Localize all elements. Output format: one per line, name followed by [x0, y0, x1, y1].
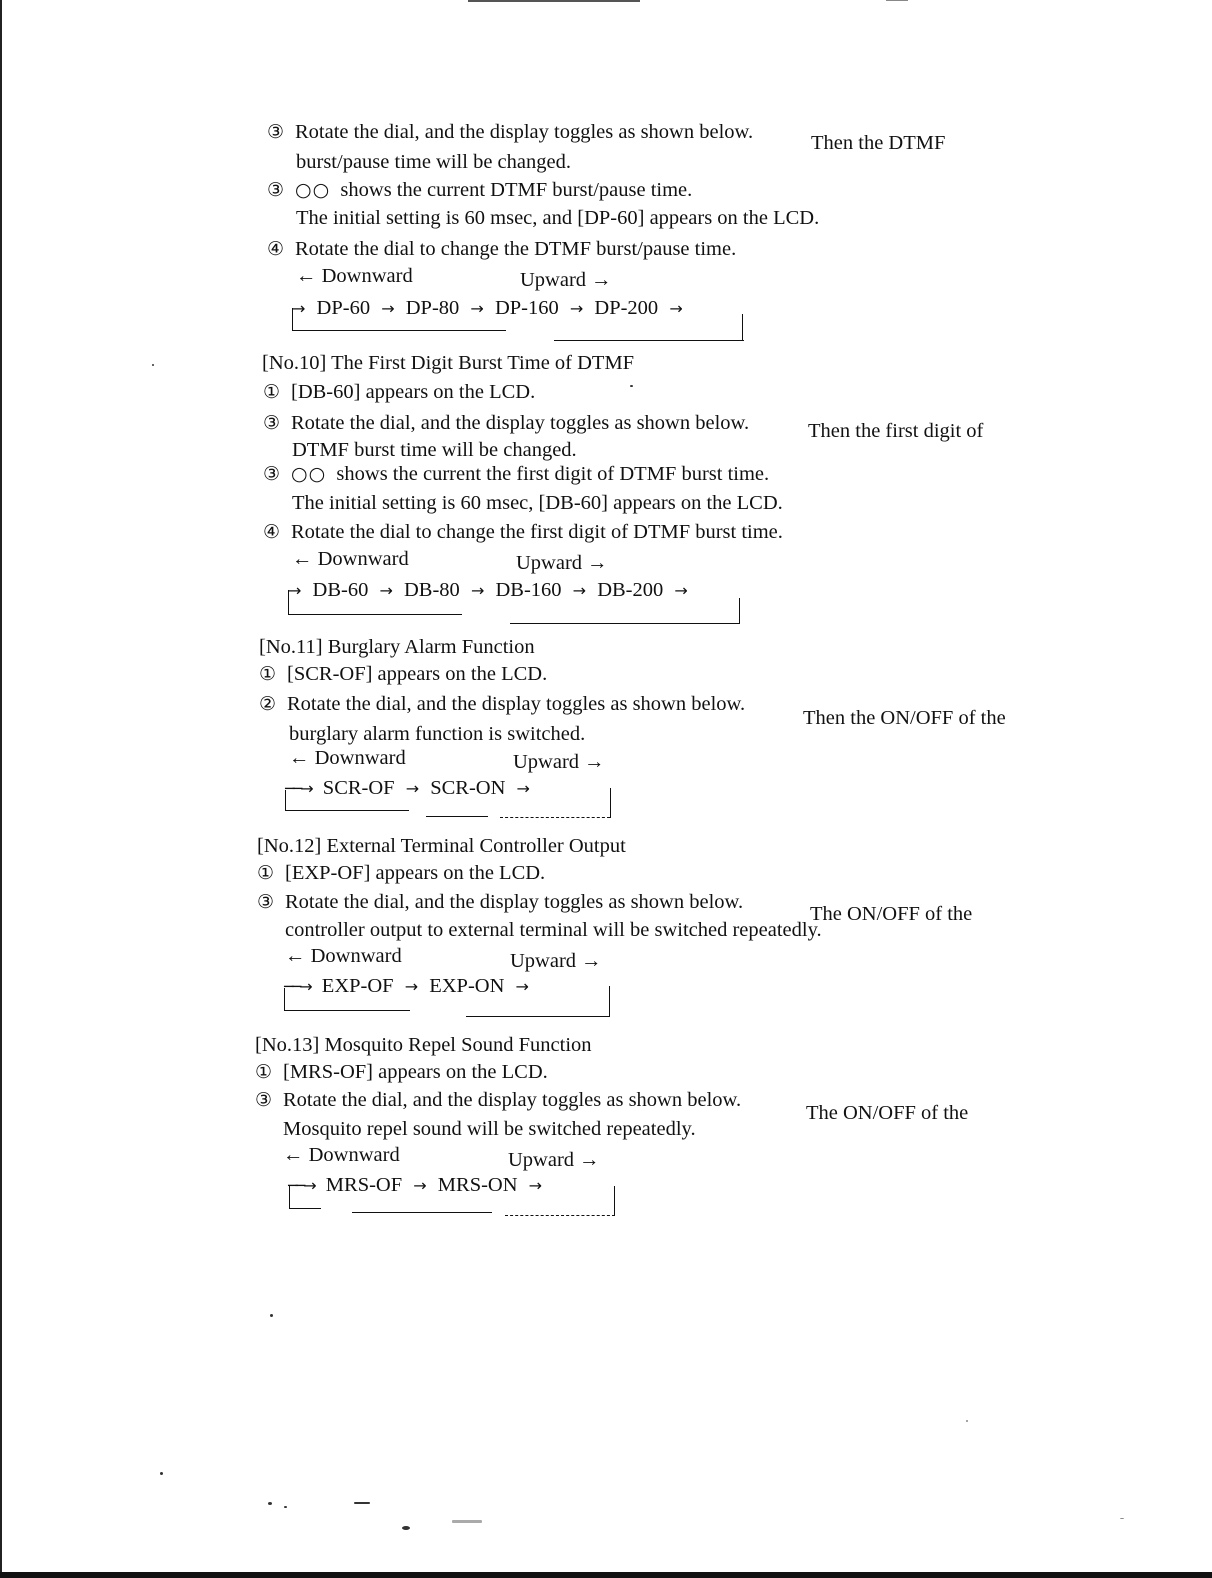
scan-speck [354, 1502, 370, 1504]
flow-arrow: → [405, 779, 420, 798]
loop-right-tick [610, 788, 611, 818]
no10-step3a-line1-right: Then the first digit of [808, 420, 984, 442]
scan-speck [630, 385, 633, 387]
no12-step3-line1: ③ Rotate the dial, and the display toggles as shown below. [257, 891, 744, 913]
loop-left-tick [292, 308, 293, 330]
scan-top-mark [886, 0, 908, 1]
loop-left-tick [289, 1186, 290, 1208]
flow-arrow: → [669, 299, 683, 318]
loop-left-tick [284, 988, 285, 1010]
no10-step3b-line1: ③ ○○ shows the current the first digit of DTMF burst time. [263, 463, 770, 485]
loop-right-tick [614, 1186, 615, 1216]
no11-upward-label: Upward → [513, 751, 605, 773]
loop-right-tick [742, 314, 743, 341]
loop-return-rail [352, 1212, 492, 1213]
no12-flow [284, 974, 535, 999]
no10-upward-label: Upward → [516, 552, 608, 574]
flow-item-dp-80: DP-80 [405, 297, 460, 319]
loop-return-rail [289, 1208, 321, 1209]
scan-top-rule [468, 0, 640, 2]
loop-return-rail [554, 340, 744, 341]
no10-step1: ① [DB-60] appears on the LCD. [263, 381, 536, 403]
placeholder-circles: ○○ [291, 463, 327, 485]
no11-step1: ① [SCR-OF] appears on the LCD. [259, 663, 548, 685]
no9-flow [292, 296, 689, 321]
loop-left-tick [285, 790, 286, 810]
loop-return-rail [284, 1010, 410, 1011]
no9-step3b-line1: ③ ○○ shows the current DTMF burst/pause time. [267, 179, 693, 201]
flow-arrow: → [572, 581, 587, 600]
no13-upward-label: Upward → [508, 1149, 600, 1171]
no9-downward-label: ← Downward [296, 265, 413, 287]
no11-step2-line1: ② Rotate the dial, and the display toggles as shown below. [259, 693, 746, 715]
flow-arrow: → [516, 779, 530, 798]
no9-step3b-line2: The initial setting is 60 msec, and [DP-60] appears on the LCD. [296, 207, 820, 229]
no11-downward-label: ← Downward [289, 747, 406, 769]
loop-right-tick [609, 986, 610, 1017]
flow-item-mrs-on: MRS-ON [437, 1174, 518, 1196]
no13-flow [288, 1173, 548, 1198]
flow-arrow: → [674, 581, 688, 600]
no10-heading: [No.10] The First Digit Burst Time of DTMF [262, 352, 635, 374]
flow-item-scr-on: SCR-ON [430, 777, 506, 799]
no12-step3-line2: controller output to external terminal will be switched repeatedly. [285, 919, 822, 941]
no9-step4: ④ Rotate the dial to change the DTMF burst/pause time. [267, 238, 737, 260]
flow-item-exp-on: EXP-ON [429, 975, 505, 997]
no12-upward-label: Upward → [510, 950, 602, 972]
loop-return-rail [288, 614, 462, 615]
no11-step2-line1-right: Then the ON/OFF of the [803, 707, 1006, 729]
loop-right-tick [739, 598, 740, 624]
flow-item-dp-60: DP-60 [316, 297, 371, 319]
flow-item-db-200: DB-200 [597, 579, 664, 601]
no13-downward-label: ← Downward [283, 1144, 400, 1166]
no9-upward-label: Upward → [520, 269, 612, 291]
loop-return-rail [285, 810, 409, 811]
no10-downward-label: ← Downward [292, 548, 409, 570]
scan-speck [152, 364, 154, 366]
flow-arrow: → [292, 299, 306, 318]
flow-arrow: ──→ [288, 1176, 315, 1195]
flow-arrow: → [404, 977, 419, 996]
flow-arrow: → [569, 299, 584, 318]
flow-arrow: ──→ [284, 977, 311, 996]
no11-heading: [No.11] Burglary Alarm Function [259, 636, 535, 658]
scan-left-edge [0, 0, 2, 1578]
flow-item-exp-of: EXP-OF [321, 975, 394, 997]
no10-flow [288, 578, 694, 603]
scan-speck [160, 1472, 163, 1475]
loop-return-rail [292, 330, 506, 331]
no10-step3a-line2: DTMF burst time will be changed. [292, 439, 577, 461]
no13-step1: ① [MRS-OF] appears on the LCD. [255, 1061, 548, 1083]
no12-heading: [No.12] External Terminal Controller Output [257, 835, 626, 857]
no10-step3b-line2: The initial setting is 60 msec, [DB-60] appears on the LCD. [292, 492, 783, 514]
flow-item-db-60: DB-60 [312, 579, 369, 601]
no12-step3-line1-right: The ON/OFF of the [810, 903, 973, 925]
scan-speck [268, 1502, 272, 1505]
flow-arrow: → [528, 1176, 543, 1195]
loop-return-rail-dashed [500, 817, 610, 818]
loop-return-rail [426, 816, 488, 817]
flow-arrow: → [288, 581, 302, 600]
flow-arrow: → [379, 581, 393, 600]
loop-return-rail-dashed [505, 1215, 615, 1216]
flow-arrow: → [381, 299, 395, 318]
flow-arrow: → [413, 1176, 427, 1195]
loop-left-tick [288, 590, 289, 614]
flow-item-db-160: DB-160 [495, 579, 562, 601]
no11-flow [285, 776, 536, 801]
scan-speck [284, 1506, 287, 1508]
flow-item-scr-of: SCR-OF [322, 777, 395, 799]
no9-step3a-line2: burst/pause time will be changed. [296, 151, 571, 173]
scan-bottom-edge [0, 1572, 1212, 1578]
flow-item-dp-200: DP-200 [594, 297, 659, 319]
no13-heading: [No.13] Mosquito Repel Sound Function [255, 1034, 592, 1056]
loop-return-rail [466, 1016, 610, 1017]
scan-speck [1120, 1518, 1124, 1519]
no12-step1: ① [EXP-OF] appears on the LCD. [257, 862, 546, 884]
flow-item-dp-160: DP-160 [494, 297, 559, 319]
no9-step3a-line1-right: Then the DTMF [811, 132, 946, 154]
no13-step3-line2: Mosquito repel sound will be switched repeatedly. [283, 1118, 696, 1140]
loop-return-rail [510, 623, 740, 624]
flow-arrow: → [470, 299, 484, 318]
flow-arrow: ──→ [285, 779, 312, 798]
no13-step3-line1-right: The ON/OFF of the [806, 1102, 969, 1124]
flow-item-db-80: DB-80 [404, 579, 460, 601]
scan-speck [402, 1526, 410, 1530]
placeholder-circles: ○○ [295, 179, 331, 201]
flow-arrow: → [515, 977, 529, 996]
no10-step4: ④ Rotate the dial to change the first digit of DTMF burst time. [263, 521, 783, 543]
scan-speck [270, 1314, 273, 1317]
no11-step2-line2: burglary alarm function is switched. [289, 723, 586, 745]
no12-downward-label: ← Downward [285, 945, 402, 967]
no13-step3-line1: ③ Rotate the dial, and the display toggles as shown below. [255, 1089, 742, 1111]
no10-step3a-line1: ③ Rotate the dial, and the display toggles as shown below. [263, 412, 750, 434]
flow-arrow: → [470, 581, 485, 600]
flow-item-mrs-of: MRS-OF [325, 1174, 403, 1196]
scan-speck [452, 1520, 482, 1523]
scan-speck [966, 1420, 968, 1422]
no9-step3a-line1: ③ Rotate the dial, and the display toggles as shown below. [267, 121, 754, 143]
